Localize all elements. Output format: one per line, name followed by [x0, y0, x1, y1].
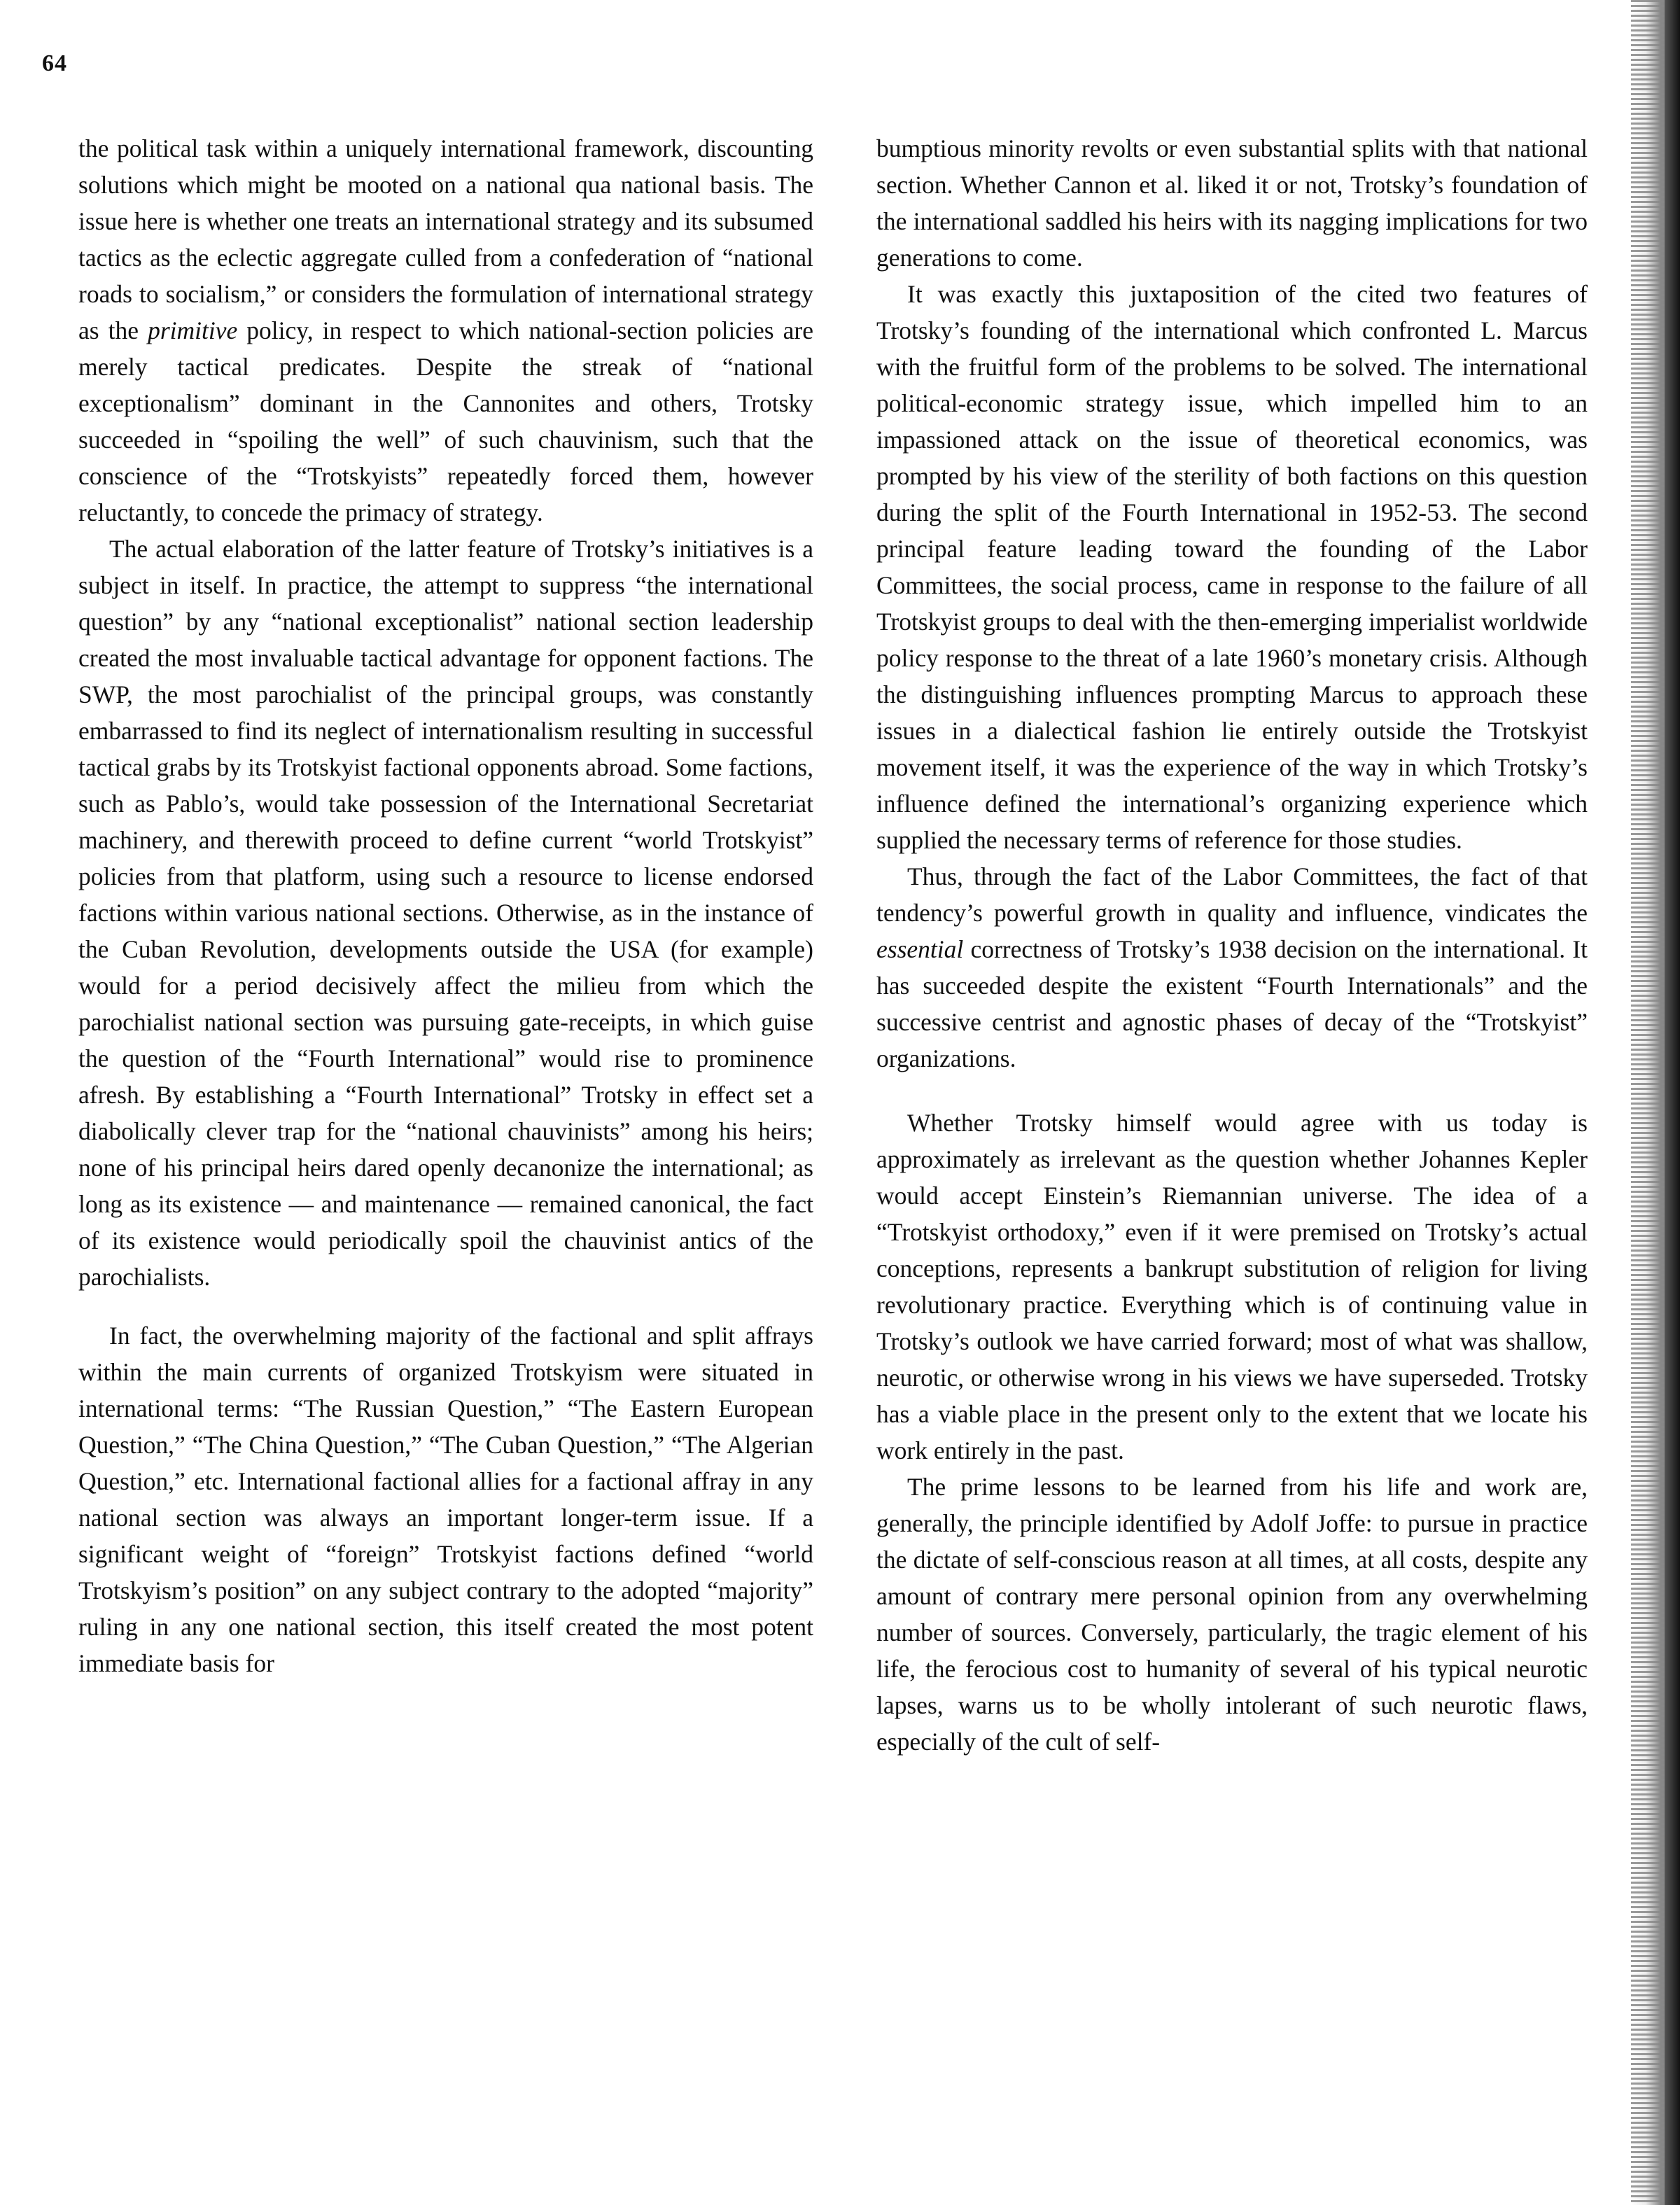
right-paragraph-1: bumptious minority revolts or even substantial splits with that national section. Whether Cannon et al. liked it or not, Trotsky’s foundation of the international saddled his heirs with its nagging implications for two generations to come.: [876, 134, 1588, 272]
left-paragraph-3: In fact, the overwhelming majority of the factional and split affrays within the main currents of organized Trotskyism were situated in international terms: “The Russian Question,” “The Eastern European Question,” “The China Question,” “The Cuban Question,” “The Algerian Question,” etc. International factional allies for a factional affray in any national section was always an important longer-term issue. If a significant weight of “foreign” Trotskyist factions defined “world Trotskyism’s position” on any subject contrary to the adopted “majority” ruling in any one national section, this itself created the most potent immediate basis for: [78, 1322, 813, 1677]
right-paragraph-3-emphasis: essential: [876, 935, 964, 963]
right-paragraph-3-tail: correctness of Trotsky’s 1938 decision on the international. It has succeeded despite the existent “Fourth Internationals” and the successive centrist and agnostic phases of decay of the “Trotskyist” organizations.: [876, 935, 1588, 1072]
left-paragraph-1-emphasis: primitive: [148, 316, 238, 344]
left-paragraph-1: [78, 130, 813, 531]
page-number: 64: [42, 50, 67, 76]
right-paragraph-5: The prime lessons to be learned from his life and work are, generally, the principle identified by Adolf Joffe: to pursue in practice the dictate of self-conscious reason at all times, at all costs, despite any amount of contrary mere personal opinion from any overwhelming number of sources. Conversely, particularly, the tragic element of his life, the ferocious cost to humanity of several of his typical neurotic lapses, warns us to be wholly intolerant of such neurotic flaws, especially of the cult of self-: [876, 1473, 1588, 1756]
right-paragraph-2: It was exactly this juxtaposition of the cited two features of Trotsky’s founding of the international which confronted L. Marcus with the fruitful form of the problems to be solved. The international political-economic strategy issue, which impelled him to an impassioned attack on the issue of theoretical economics, was prompted by his view of the sterility of both factions on this question during the split of the Fourth International in 1952-53. The second principal feature leading toward the founding of the Labor Committees, the social process, came in response to the failure of all Trotskyist groups to deal with the then-emerging imperialist worldwide policy response to the threat of a late 1960’s monetary crisis. Although the distinguishing influences prompting Marcus to approach these issues in a dialectical fashion lie entirely outside the Trotskyist movement itself, it was the experience of the way in which Trotsky’s influence defined the international’s organizing experience which supplied the necessary terms of reference for those studies.: [876, 280, 1588, 854]
right-paragraph-3-head: Thus, through the fact of the Labor Committees, the fact of that tendency’s powerful growth in quality and influence, vindicates the: [876, 862, 1588, 927]
right-column: [876, 130, 1588, 1760]
left-paragraph-1-tail: policy, in respect to which national-section policies are merely tactical predicates. Despite the streak of “national exceptionalism” dominant in the Cannonites and others, Trotsky succeeded in “spoiling the well” of such chauvinism, such that the conscience of the “Trotskyists” repeatedly forced them, however reluctantly, to concede the primacy of strategy.: [78, 316, 813, 526]
left-paragraph-1-text: the political task within a uniquely international framework, discounting solutions which might be mooted on a national qua national basis. The issue here is whether one treats an international strategy and its subsumed tactics as the eclectic aggregate culled from a confederation of “national roads to socialism,” or considers the formulation of international strategy as the: [78, 134, 813, 344]
right-paragraph-3: [876, 858, 1588, 1077]
scan-edge-binding: [1665, 0, 1680, 2205]
left-column: [78, 130, 813, 1681]
left-paragraph-2: The actual elaboration of the latter feature of Trotsky’s initiatives is a subject in itself. In practice, the attempt to suppress “the international question” by any “national exceptionalist” national section leadership created the most invaluable tactical advantage for opponent factions. The SWP, the most parochialist of the principal groups, was constantly embarrassed to find its neglect of internationalism resulting in successful tactical grabs by its Trotskyist factional opponents abroad. Some factions, such as Pablo’s, would take possession of the International Secretariat machinery, and therewith proceed to define current “world Trotskyist” policies from that platform, using such a resource to license endorsed factions within various national sections. Otherwise, as in the instance of the Cuban Revolution, developments outside the USA (for example) would for a period decisively affect the milieu from which the parochialist national section was pursuing gate-receipts, in which guise the question of the “Fourth International” would rise to prominence afresh. By establishing a “Fourth International” Trotsky in effect set a diabolically clever trap for the “national chauvinists” among his heirs; none of his principal heirs dared openly decanonize the international; as long as its existence — and maintenance — remained canonical, the fact of its existence would periodically spoil the chauvinist antics of the parochialists.: [78, 535, 813, 1291]
right-paragraph-4: Whether Trotsky himself would agree with us today is approximately as irrelevant as the question whether Johannes Kepler would accept Einstein’s Riemannian universe. The idea of a “Trotskyist orthodoxy,” even if it were premised on Trotsky’s actual conceptions, represents a bankrupt substitution of religion for living revolutionary practice. Everything which is of continuing value in Trotsky’s outlook we have carried forward; most of what was shallow, neurotic, or otherwise wrong in his views we have superseded. Trotsky has a viable place in the present only to the extent that we locate his work entirely in the past.: [876, 1109, 1588, 1464]
